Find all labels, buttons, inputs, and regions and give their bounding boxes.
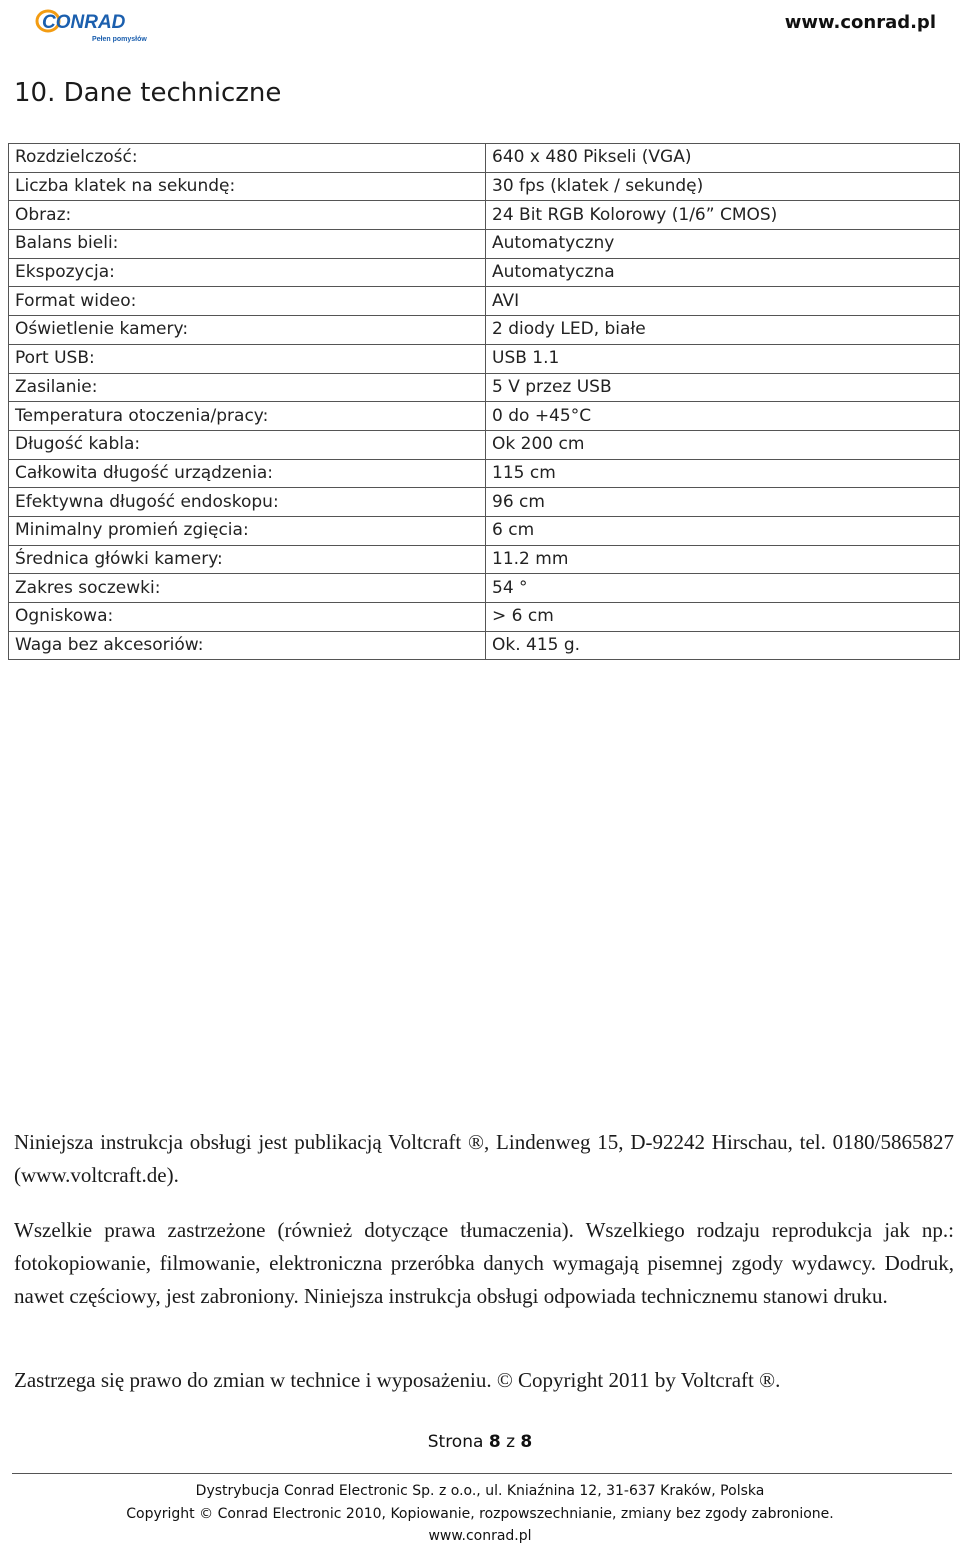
spec-value: 24 Bit RGB Kolorowy (1/6” CMOS) <box>486 201 960 230</box>
spec-label: Waga bez akcesoriów: <box>9 631 486 660</box>
spec-label: Ekspozycja: <box>9 258 486 287</box>
footer-copyright: Copyright © Conrad Electronic 2010, Kopiowanie, rozpowszechnianie, zmiany bez zgody zabronione. <box>126 1506 834 1522</box>
spec-label: Obraz: <box>9 201 486 230</box>
conrad-logo <box>34 8 156 44</box>
spec-label: Średnica główki kamery: <box>9 545 486 574</box>
spec-row <box>9 631 960 660</box>
spec-value: 30 fps (klatek / sekundę) <box>486 172 960 201</box>
page-number: Strona 8 z 8 <box>427 1432 533 1452</box>
spec-row <box>9 230 960 259</box>
spec-value: Ok. 415 g. <box>486 631 960 660</box>
spec-label: Długość kabla: <box>9 430 486 459</box>
spec-row <box>9 545 960 574</box>
spec-value: 0 do +45°C <box>486 402 960 431</box>
spec-label: Zasilanie: <box>9 373 486 402</box>
spec-label: Całkowita długość urządzenia: <box>9 459 486 488</box>
spec-value: 96 cm <box>486 488 960 517</box>
section-title: 10. Dane techniczne <box>14 78 282 108</box>
spec-row <box>9 344 960 373</box>
spec-row <box>9 430 960 459</box>
svg-text:CONRAD: CONRAD <box>42 12 126 33</box>
svg-text:Pełen pomysłów: Pełen pomysłów <box>92 36 147 43</box>
spec-value: 115 cm <box>486 459 960 488</box>
spec-value: 6 cm <box>486 516 960 545</box>
spec-row <box>9 603 960 632</box>
site-url[interactable]: www.conrad.pl <box>784 12 936 33</box>
rights-note: Wszelkie prawa zastrzeżone (również dotyczące tłumaczenia). Wszelkiego rodzaju reprodukcja jak np.: fotokopiowanie, filmowanie, elektroniczna przeróbka danych wymagają pisemnej zgody wydawcy. Dodruk, nawet częściowy, jest zabroniony. Niniejsza instrukcja obsługi odpowiada technicznemu stanowi druku. <box>14 1218 954 1308</box>
spec-label: Port USB: <box>9 344 486 373</box>
spec-value: Automatyczny <box>486 230 960 259</box>
spec-row <box>9 287 960 316</box>
spec-label: Minimalny promień zgięcia: <box>9 516 486 545</box>
spec-label: Oświetlenie kamery: <box>9 316 486 345</box>
spec-label: Format wideo: <box>9 287 486 316</box>
publication-note: Niniejsza instrukcja obsługi jest publikacją Voltcraft ®, Lindenweg 15, D-92242 Hirschau, tel. 0180/5865827 (www.voltcraft.de). <box>14 1130 954 1187</box>
spec-row <box>9 488 960 517</box>
spec-label: Temperatura otoczenia/pracy: <box>9 402 486 431</box>
spec-row <box>9 402 960 431</box>
spec-label: Zakres soczewki: <box>9 574 486 603</box>
spec-row <box>9 373 960 402</box>
changes-note: Zastrzega się prawo do zmian w technice i wyposażeniu. © Copyright 2011 by Voltcraft ®. <box>14 1368 781 1392</box>
spec-value: 54 ° <box>486 574 960 603</box>
spec-value: Automatyczna <box>486 258 960 287</box>
spec-row <box>9 201 960 230</box>
spec-row <box>9 516 960 545</box>
spec-value: USB 1.1 <box>486 344 960 373</box>
spec-label: Balans bieli: <box>9 230 486 259</box>
spec-row <box>9 144 960 173</box>
spec-value: > 6 cm <box>486 603 960 632</box>
spec-row <box>9 574 960 603</box>
spec-row <box>9 258 960 287</box>
spec-table <box>8 143 960 660</box>
spec-row <box>9 459 960 488</box>
spec-row <box>9 316 960 345</box>
spec-value: Ok 200 cm <box>486 430 960 459</box>
footer-distributor: Dystrybucja Conrad Electronic Sp. z o.o., ul. Kniaźnina 12, 31-637 Kraków, Polska <box>195 1483 765 1499</box>
spec-value: 11.2 mm <box>486 545 960 574</box>
spec-value: 640 x 480 Pikseli (VGA) <box>486 144 960 173</box>
spec-label: Liczba klatek na sekundę: <box>9 172 486 201</box>
footer-site[interactable]: www.conrad.pl <box>428 1528 532 1544</box>
spec-value: AVI <box>486 287 960 316</box>
spec-label: Ogniskowa: <box>9 603 486 632</box>
footer-divider <box>12 1473 952 1474</box>
spec-value: 2 diody LED, białe <box>486 316 960 345</box>
spec-value: 5 V przez USB <box>486 373 960 402</box>
spec-label: Rozdzielczość: <box>9 144 486 173</box>
spec-row <box>9 172 960 201</box>
spec-label: Efektywna długość endoskopu: <box>9 488 486 517</box>
